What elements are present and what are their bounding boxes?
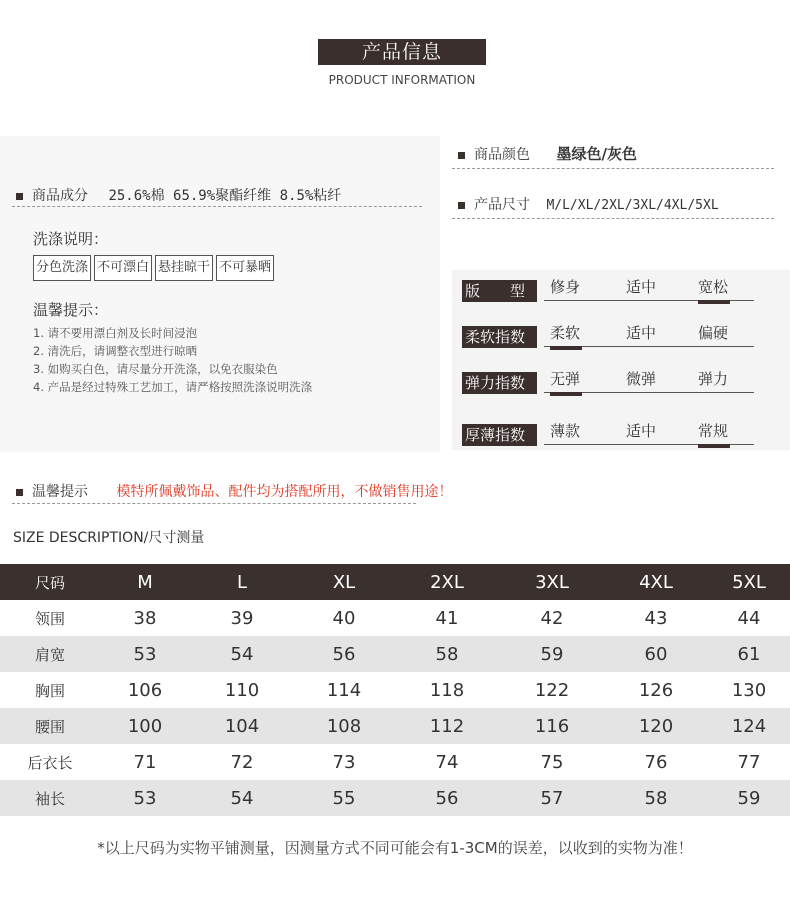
- table-cell: 75: [540, 751, 564, 773]
- attribute-option: 无弹: [550, 370, 581, 388]
- row-label: 腰围: [0, 708, 100, 744]
- table-cell: 55: [294, 780, 394, 816]
- composition-label: 商品成分: [32, 188, 88, 204]
- attribute-option: 修身: [550, 278, 581, 296]
- attribute-option: 适中: [626, 324, 657, 342]
- section-title: 产品信息: [318, 39, 486, 65]
- attribute-option: 宽松: [698, 278, 729, 296]
- washing-tag: 不可暴晒: [216, 255, 274, 281]
- size-heading: SIZE DESCRIPTION/尺寸测量: [13, 530, 205, 546]
- table-cell: 60: [604, 636, 708, 672]
- row-label: 领围: [34, 609, 65, 628]
- attribute-selected-marker: [698, 300, 730, 304]
- tips-title: 温馨提示：: [33, 301, 109, 319]
- table-row: [0, 636, 790, 672]
- size-header-cell: 3XL: [500, 564, 604, 600]
- table-cell: 56: [394, 780, 500, 816]
- attribute-option: 柔软: [550, 324, 581, 342]
- washing-tag: 分色洗涤: [33, 255, 91, 281]
- table-row: [0, 672, 790, 708]
- tip-item: 3. 如购买白色，请尽量分开洗涤，以免衣服染色: [33, 362, 278, 376]
- size-table: [0, 564, 790, 816]
- table-cell: 106: [127, 679, 163, 701]
- table-cell: 100: [100, 708, 190, 744]
- washing-title: 洗涤说明：: [33, 230, 109, 248]
- washing-tag: 悬挂晾干: [155, 255, 213, 281]
- table-cell: 41: [435, 607, 459, 629]
- table-row: [0, 600, 790, 636]
- table-cell: 76: [644, 751, 668, 773]
- washing-tags: [33, 255, 274, 281]
- attribute-option: 弹力: [698, 370, 729, 388]
- size-table-header: [0, 564, 790, 600]
- color-row: [458, 143, 637, 164]
- table-cell: 130: [731, 679, 767, 701]
- size-header-cell: M: [100, 564, 190, 600]
- table-cell: 124: [708, 708, 790, 744]
- section-subtitle: PRODUCT INFORMATION: [328, 73, 476, 87]
- measurement-note: *以上尺码为实物平铺测量，因测量方式不同可能会有1-3CM的误差，以收到的实物为准！: [97, 839, 693, 857]
- attribute-label: 厚薄指数: [462, 424, 537, 446]
- bullet-icon: [16, 193, 23, 200]
- attribute-option: 偏硬: [698, 324, 729, 342]
- table-cell: 122: [534, 679, 570, 701]
- table-row: [0, 780, 790, 816]
- row-label: 袖长: [0, 780, 100, 816]
- table-cell: 59: [708, 780, 790, 816]
- table-cell: 61: [708, 636, 790, 672]
- table-cell: 59: [500, 636, 604, 672]
- table-cell: 112: [394, 708, 500, 744]
- table-cell: 40: [332, 607, 356, 629]
- table-cell: 38: [133, 607, 157, 629]
- notice-label: 温馨提示: [32, 484, 88, 500]
- row-label: 后衣长: [27, 753, 73, 772]
- table-cell: 39: [230, 607, 254, 629]
- table-cell: 108: [294, 708, 394, 744]
- table-cell: 118: [429, 679, 465, 701]
- notice-text: 模特所佩戴饰品、配件均为搭配所用，不做销售用途！: [116, 484, 453, 500]
- row-label: 胸围: [34, 681, 65, 700]
- attribute-option: 薄款: [550, 422, 581, 440]
- table-cell: 53: [100, 636, 190, 672]
- attribute-row-fit: [462, 272, 754, 312]
- table-cell: 58: [604, 780, 708, 816]
- size-header-label: 尺码: [0, 564, 100, 600]
- composition-value: 25.6%棉 65.9%聚酯纤维 8.5%粘纤: [108, 188, 342, 204]
- size-header-cell: XL: [294, 564, 394, 600]
- size-value: M/L/XL/2XL/3XL/4XL/5XL: [546, 198, 719, 213]
- table-cell: 58: [394, 636, 500, 672]
- size-label: 产品尺寸: [474, 197, 530, 213]
- table-cell: 54: [190, 780, 294, 816]
- attribute-option: 适中: [626, 278, 657, 296]
- table-cell: 42: [540, 607, 564, 629]
- washing-tag: 不可漂白: [94, 255, 152, 281]
- size-header-cell: L: [190, 564, 294, 600]
- size-header-cell: 5XL: [708, 564, 790, 600]
- tip-item: 2. 清洗后，请调整衣型进行晾晒: [33, 344, 198, 358]
- tip-item: 4. 产品是经过特殊工艺加工，请严格按照洗涤说明洗涤: [33, 380, 313, 394]
- table-cell: 74: [435, 751, 459, 773]
- bullet-icon: [16, 489, 23, 496]
- attribute-option: 适中: [626, 422, 657, 440]
- table-cell: 126: [638, 679, 674, 701]
- table-cell: 71: [133, 751, 157, 773]
- divider: [12, 206, 422, 207]
- table-cell: 77: [737, 751, 761, 773]
- bullet-icon: [458, 202, 465, 209]
- attribute-selected-marker: [550, 346, 582, 350]
- color-value: 墨绿色/灰色: [556, 145, 637, 163]
- divider: [452, 218, 774, 219]
- attribute-option: 常规: [698, 422, 729, 440]
- table-row: [0, 708, 790, 744]
- attribute-label: 弹力指数: [462, 372, 537, 394]
- table-cell: 43: [644, 607, 668, 629]
- table-row: [0, 744, 790, 780]
- divider: [452, 168, 774, 169]
- composition-row: [16, 185, 341, 205]
- tip-item: 1. 请不要用漂白剂及长时间浸泡: [33, 326, 198, 340]
- size-header-cell: 2XL: [394, 564, 500, 600]
- attribute-row-softness: [462, 318, 754, 358]
- attribute-row-thickness: [462, 416, 754, 456]
- attribute-label: 版 型: [462, 280, 537, 302]
- table-cell: 73: [332, 751, 356, 773]
- attribute-selected-marker: [698, 444, 730, 448]
- attribute-row-elasticity: [462, 364, 754, 404]
- bullet-icon: [458, 152, 465, 159]
- info-panel: [0, 136, 440, 452]
- table-cell: 54: [190, 636, 294, 672]
- table-cell: 56: [294, 636, 394, 672]
- table-cell: 120: [604, 708, 708, 744]
- divider: [12, 503, 416, 504]
- notice-row: [16, 481, 452, 501]
- size-row: [458, 194, 719, 214]
- table-cell: 110: [224, 679, 260, 701]
- table-cell: 57: [500, 780, 604, 816]
- attribute-label: 柔软指数: [462, 326, 537, 348]
- color-label: 商品颜色: [474, 147, 530, 163]
- table-cell: 44: [737, 607, 761, 629]
- attribute-selected-marker: [550, 392, 582, 396]
- table-cell: 114: [326, 679, 362, 701]
- table-cell: 53: [100, 780, 190, 816]
- size-header-cell: 4XL: [604, 564, 708, 600]
- attribute-option: 微弹: [626, 370, 657, 388]
- table-cell: 116: [500, 708, 604, 744]
- table-cell: 104: [190, 708, 294, 744]
- row-label: 肩宽: [0, 636, 100, 672]
- table-cell: 72: [230, 751, 254, 773]
- tips-list: [33, 324, 312, 396]
